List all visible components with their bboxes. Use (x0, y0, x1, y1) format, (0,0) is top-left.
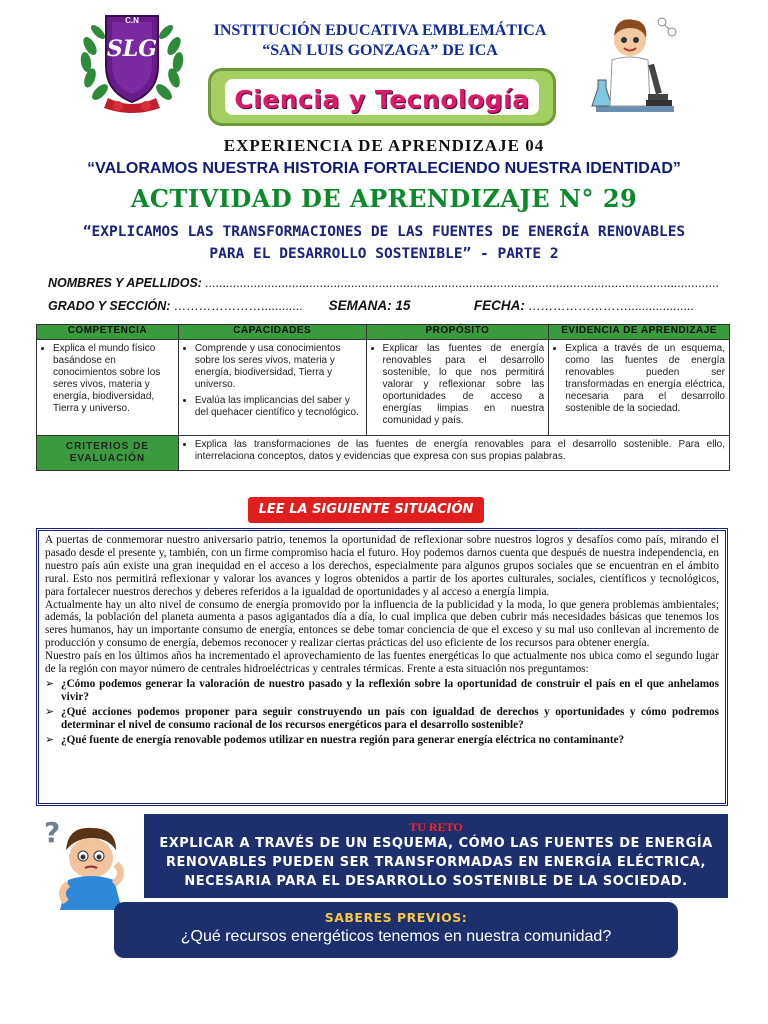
thinking-kid-illustration (38, 814, 142, 910)
situation-paragraph-1: A puertas de conmemorar nuestro aniversario patrio, tenemos la oportunidad de reflexionar sobre nuestros logros y desafíos como país, mirando el pasado desde el presente y, también, con un firme compromiso hacia el futuro. Hoy podemos darnos cuenta que después de nuestra independencia, en nuestro país aún existe una gran inequidad en el acceso a los derechos, especialmente para algunos grupos sociales que se encuentran en el ámbito rural. Esto nos permitirá reflexionar y valorar los avances y logros obtenidos a partir de los aportes culturales, sociales, científicos y tecnológicos, para fortalecer nuestros derechos y deberes referidos a la igualdad de oportunidades y al acceso a energía limpia. (45, 534, 719, 598)
activity-title: ACTIVIDAD DE APRENDIZAJE N° 29 (130, 184, 638, 213)
criterios-label: CRITERIOS DE EVALUACIÓN (37, 436, 179, 471)
read-situation-banner: LEE LA SIGUIENTE SITUACIÓN (248, 497, 484, 523)
situation-box (36, 528, 728, 806)
logo-top-text: C.N (125, 16, 139, 25)
institution-line2: “SAN LUIS GONZAGA” DE ICA (262, 42, 498, 59)
criteria-row (37, 436, 730, 471)
experience-motto: “VALORAMOS NUESTRA HISTORIA FORTALECIENDO NUESTRA IDENTIDAD” (87, 160, 681, 177)
logo-text: SLG (106, 36, 158, 62)
cell-capacidades (178, 340, 366, 436)
week-label: SEMANA: 15 (328, 298, 411, 313)
date-dots[interactable]: ……………………................... (528, 299, 695, 313)
criterios-text: • Explica las transformaciones de las fuentes de energía renovables para el desarrollo sostenible. Para ello, interrelaciona conceptos, datos y evidencias que expresa con sus propias palabras. (195, 439, 725, 463)
proposito-text: • Explicar las fuentes de energía renovables para el desarrollo sostenible, lo que nos permitirá valorar y reflexionar sobre las oportunidades de acceso a energías limpias en nuestra comunidad y país. (383, 343, 545, 427)
scientist-illustration (590, 10, 680, 120)
grade-label: GRADO Y SECCIÓN: (48, 299, 171, 313)
situation-paragraph-3: Nuestro país en los últimos años ha incrementado el aprovechamiento de las fuentes energéticas lo que actualmente nos ubica como el segundo lugar de la región con mayor número de centrales hidroeléctricas y centrales térmicas. Frente a esta situación nos preguntamos: (45, 650, 719, 676)
question-item: ➢ ¿Qué acciones podemos proponer para seguir construyendo un país con igualdad de derechos y oportunidades y cómo podremos determinar el nivel de consumo racional de los recursos energéticos para el desarrollo sostenible? (45, 706, 719, 732)
names-field[interactable] (48, 276, 738, 290)
competency-table (36, 324, 730, 471)
challenge-box (144, 814, 728, 898)
table-row (37, 340, 730, 436)
names-dots: .................................................................................................................................................... (205, 276, 720, 290)
activity-subtitle-line1: “EXPLICAMOS LAS TRANSFORMACIONES DE LAS FUENTES DE ENERGÍA RENOVABLES (82, 224, 686, 240)
activity-subtitle-line2: PARA EL DESARROLLO SOSTENIBLE” - PARTE 2 (209, 246, 559, 262)
cell-evidencia (549, 340, 730, 436)
svg-text:?: ? (44, 816, 61, 849)
grade-dots[interactable]: …………………............ (173, 299, 304, 313)
cell-competencia (37, 340, 179, 436)
names-label: NOMBRES Y APELLIDOS: (48, 276, 202, 290)
question-item: ➢ ¿Qué fuente de energía renovable podemos utilizar en nuestra región para generar energía eléctrica no contaminante? (45, 734, 719, 747)
header-competencia: COMPETENCIA (37, 325, 179, 340)
challenge-text: EXPLICAR A TRAVÉS DE UN ESQUEMA, CÓMO LAS FUENTES DE ENERGÍA RENOVABLES PUEDEN SER TRANSFORMADAS EN ENERGÍA ELÉCTRICA, NECESARIA PARA EL DESARROLLO SOSTENIBLE DE LA SOCIEDAD. (159, 836, 713, 889)
prior-knowledge-question: ¿Qué recursos energéticos tenemos en nuestra comunidad? (180, 928, 612, 945)
header-evidencia: EVIDENCIA DE APRENDIZAJE (549, 325, 730, 340)
capacidad-item: • Comprende y usa conocimientos sobre los seres vivos, materia y energía, biodiversidad, Tierra y universo. (195, 343, 362, 391)
cell-criterios (178, 436, 729, 471)
course-banner (208, 68, 556, 126)
evidencia-text: • Explica a través de un esquema, como las fuentes de energía renovables pueden ser transformadas en energía eléctrica, necesaria para el desarrollo sostenible de la sociedad. (565, 343, 725, 415)
question-item: ➢ ¿Cómo podemos generar la valoración de nuestro pasado y la reflexión sobre la oportunidad de construir el país en el que anhelamos vivir? (45, 678, 719, 704)
table-header-row (37, 325, 730, 340)
date-label: FECHA: (473, 298, 525, 313)
institution-line1: INSTITUCIÓN EDUCATIVA EMBLEMÁTICA (213, 22, 547, 39)
experience-title: EXPERIENCIA DE APRENDIZAJE 04 (223, 136, 545, 155)
course-title: Ciencia y Tecnología (234, 85, 530, 114)
prior-knowledge-box (114, 902, 678, 958)
capacidad-item: • Evalúa las implicancias del saber y del quehacer científico y tecnológico. (195, 395, 362, 419)
header-proposito: PROPÓSITO (366, 325, 549, 340)
header-capacidades: CAPACIDADES (178, 325, 366, 340)
challenge-title: TU RETO (409, 820, 463, 834)
situation-paragraph-2: Actualmente hay un alto nivel de consumo de energía promovido por la influencia de la publicidad y la moda, lo que genera problemas ambientales; además, la población del planeta aumenta a pasos agigantados día a día, lo cual implica que deben cubrir más necesidades básicas que tenemos los seres humanos, hay un importante consumo de energía, entonces se debe tomar conciencia de que el exceso y su mal uso conllevan al incremento de producción y consumo de energía, debemos reconocer y realizar ciertas prácticas del uso eficiente de los recursos para obtener energía. (45, 598, 719, 650)
cell-proposito (366, 340, 549, 436)
competencia-text: • Explica el mundo físico basándose en conocimientos sobre los seres vivos, materia y energía, biodiversidad, Tierra y universo. (53, 343, 174, 415)
grade-row (48, 298, 738, 313)
prior-knowledge-title: SABERES PREVIOS: (324, 910, 468, 925)
